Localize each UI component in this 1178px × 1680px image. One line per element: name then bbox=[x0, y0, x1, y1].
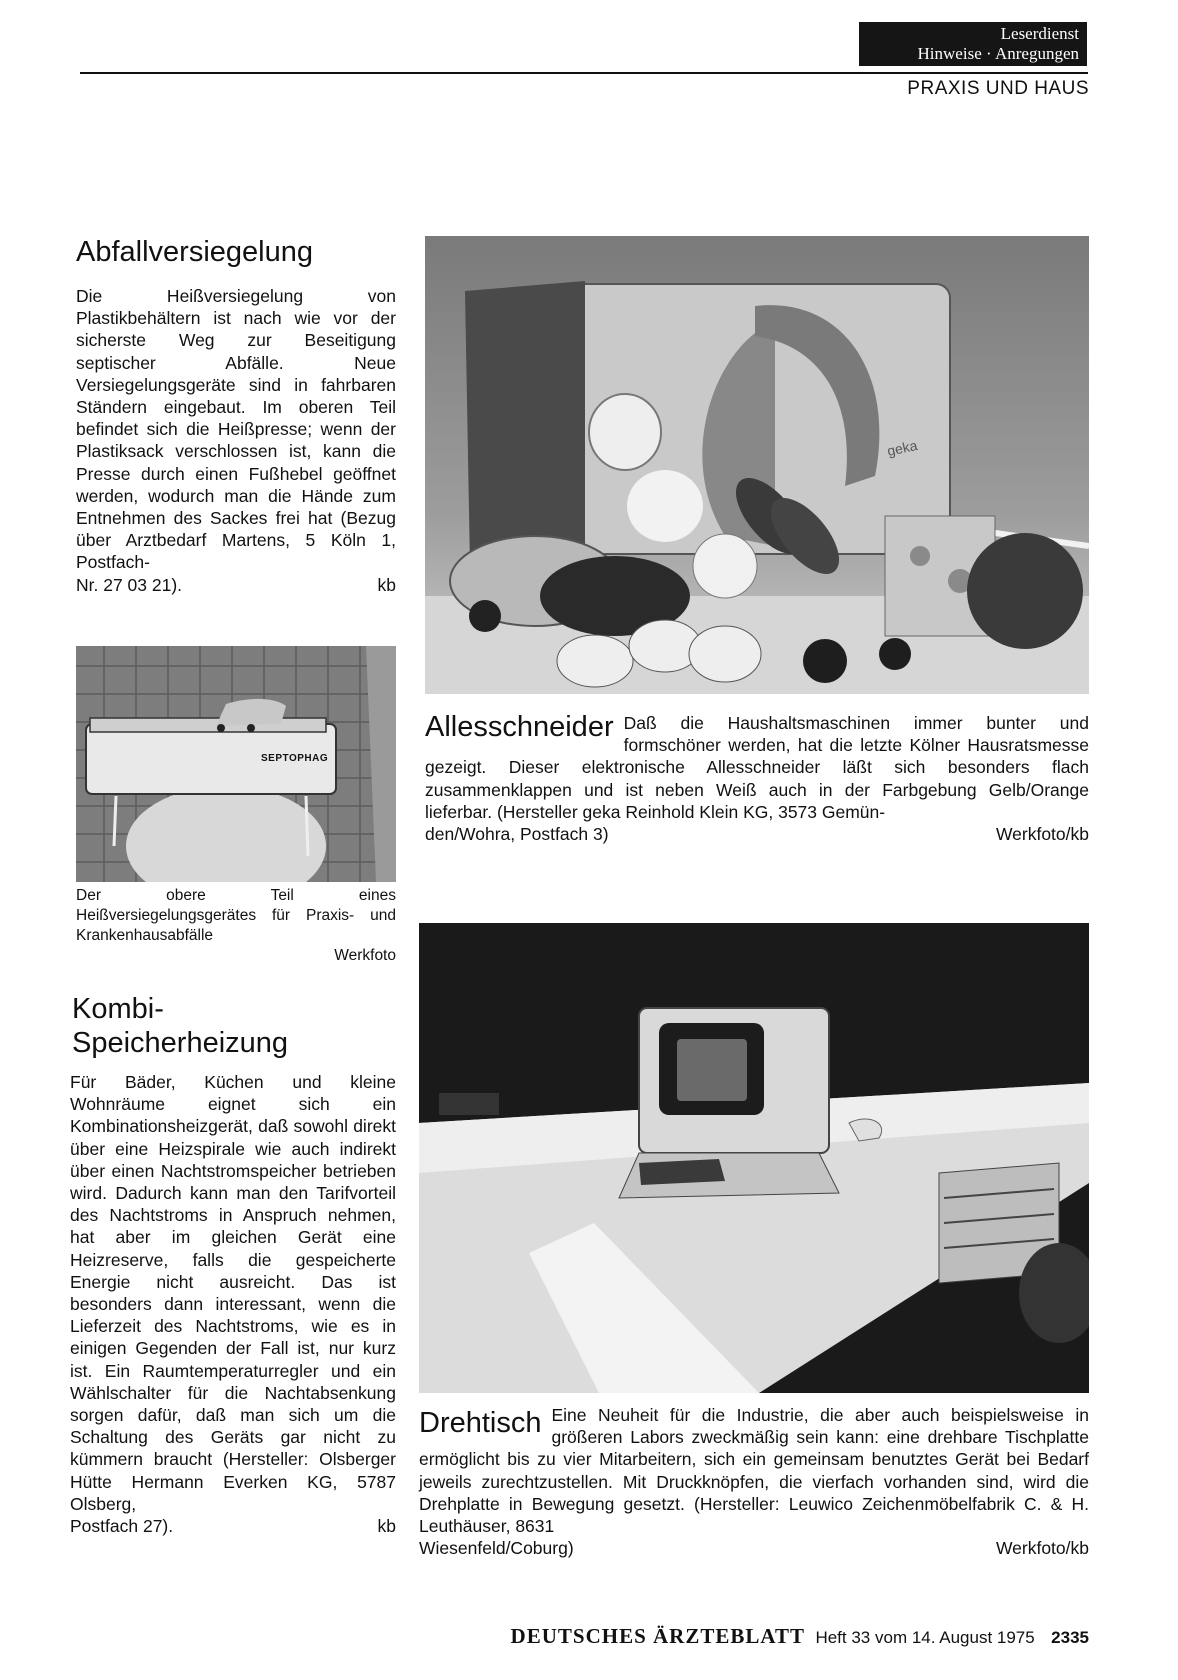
abfall-last-line: Nr. 27 03 21). bbox=[76, 574, 183, 595]
header-rule bbox=[80, 72, 1088, 74]
journal-name: DEUTSCHES ÄRZTEBLATT bbox=[510, 1624, 805, 1648]
kombi-body: Für Bäder, Küchen und kleine Wohnräume eignet sich ein Kombinationsheizgerät, daß sowohl direkt über eine Heizspirale wie auch indirekt über einen Nachtstromspeicher betrieben wird. Dadurch kann man den Tarifvorteil des Nachtstroms in Anspruch nehmen, hat aber im gleichen Gerät eine Heizreserve, falls die gespeicherte Energie nicht ausreicht. Das ist besonders dann interessant, wenn die Lieferzeit des Nachtstroms, wie es in einigen Gegenden der Fall ist, nur kurz ist. Ein Raumtemperaturregler und ein Wählschalter für die Nachtabsenkung sorgen dafür, daß man sich um die Schaltung des Geräts gar nicht zu kümmern braucht (Hersteller: Olsberger Hütte Hermann Everken KG, 5787 Olsberg, bbox=[70, 1072, 396, 1514]
section-title: PRAXIS UND HAUS bbox=[907, 78, 1089, 99]
hinweise-label: Hinweise · Anregungen bbox=[917, 44, 1079, 63]
allesschneider-last-line: den/Wohra, Postfach 3) bbox=[425, 824, 609, 845]
issue-info: Heft 33 vom 14. August 1975 bbox=[815, 1628, 1035, 1647]
septophag-caption: Der obere Teil eines Heißversiegelungsgerätes für Praxis- und Krankenhausabfälle bbox=[76, 887, 396, 944]
allesschneider-photo bbox=[425, 236, 1089, 694]
page-footer bbox=[511, 1624, 1089, 1649]
allesschneider-article bbox=[425, 712, 1089, 845]
septophag-label: SEPTOPHAG bbox=[261, 753, 329, 764]
allesschneider-credit: Werkfoto/kb bbox=[995, 824, 1089, 845]
drehtisch-body: Eine Neuheit für die Industrie, die aber auch beispielsweise in größeren Labors zweckmäßig sein kann: eine drehbare Tischplatte ermöglicht bis zu vier Mitarbeitern, sich ein gemeinsam benutztes Gerät bei Bedarf jeweils zurechtzustellen. Mit Druckknöpfen, die vierfach vorhanden sind, wird die Drehplatte in Bewegung gesetzt. (Hersteller: Leuwico Zeichenmöbelfabrik C. & H. Leuthäuser, 8631 bbox=[419, 1405, 1089, 1537]
leserdienst-label: Leserdienst bbox=[1000, 24, 1079, 43]
abfall-article bbox=[76, 285, 396, 596]
kombi-last-line: Postfach 27). bbox=[70, 1516, 174, 1537]
page-number: 2335 bbox=[1051, 1628, 1089, 1647]
geka-brand: geka bbox=[885, 437, 919, 459]
septophag-caption-block bbox=[76, 886, 396, 966]
allesschneider-heading: Allesschneider bbox=[425, 711, 614, 743]
kombi-article bbox=[70, 1071, 396, 1537]
kombi-heading bbox=[72, 992, 288, 1060]
kombi-heading-line1: Kombi- bbox=[72, 993, 164, 1025]
septophag-photo bbox=[76, 646, 396, 882]
septophag-credit: Werkfoto bbox=[334, 947, 396, 964]
allesschneider-body: Daß die Haushaltsmaschinen immer bunter und formschöner werden, hat die letzte Kölner Hausratsmesse gezeigt. Dieser elektronische Allesschneider läßt sich besonders flach zusammenklappen und ist neben Weiß auch in der Farbgebung Gelb/Orange lieferbar. (Hersteller geka Reinhold Klein KG, 3573 Gemün- bbox=[425, 713, 1089, 822]
leserdienst-box bbox=[859, 22, 1087, 66]
kombi-heading-line2: Speicherheizung bbox=[72, 1027, 289, 1059]
drehtisch-last-line: Wiesenfeld/Coburg) bbox=[419, 1538, 574, 1559]
drehtisch-photo bbox=[419, 923, 1089, 1393]
abfall-body: Die Heißversiegelung von Plastikbehältern ist nach wie vor der sicherste Weg zur Beseitigung septischer Abfälle. Neue Versiegelungsgeräte sind in fahrbaren Ständern eingebaut. Im oberen Teil befindet sich die Heißpresse; wenn der Plastiksack verschlossen ist, kann die Presse durch einen Fußhebel geöffnet werden, wodurch man die Hände zum Entnehmen des Sackes frei hat (Bezug über Arztbedarf Martens, 5 Köln 1, Postfach- bbox=[76, 286, 396, 573]
abfall-signature: kb bbox=[377, 574, 396, 595]
drehtisch-article bbox=[419, 1404, 1089, 1559]
kombi-signature: kb bbox=[377, 1516, 396, 1537]
drehtisch-heading: Drehtisch bbox=[419, 1407, 542, 1439]
abfall-heading: Abfallversiegelung bbox=[76, 236, 313, 268]
drehtisch-credit: Werkfoto/kb bbox=[995, 1538, 1089, 1559]
